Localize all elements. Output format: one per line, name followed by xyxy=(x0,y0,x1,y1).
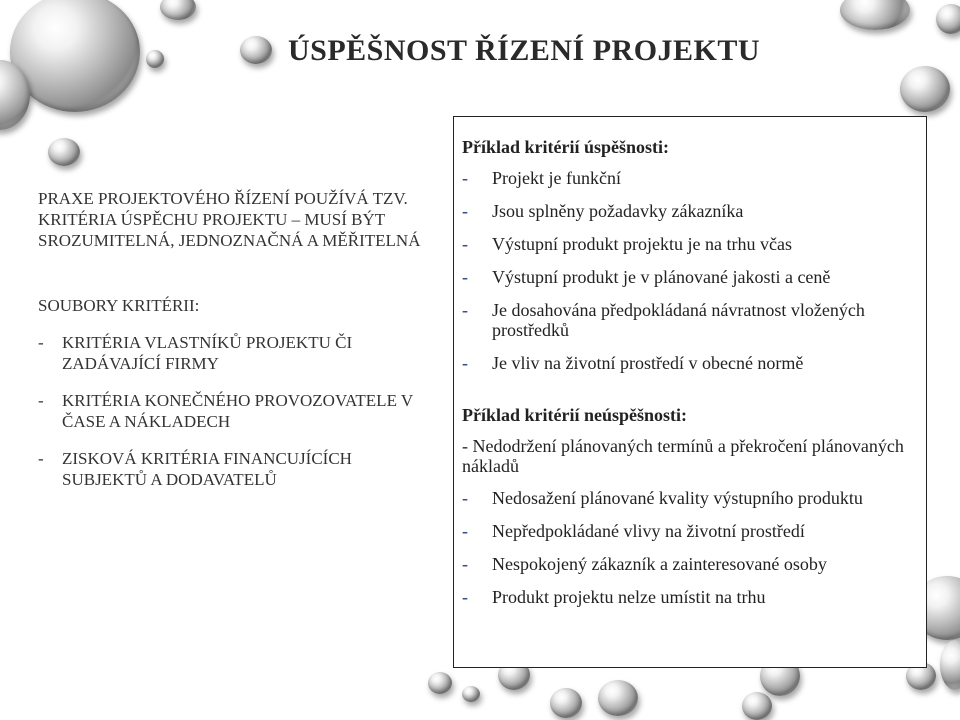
list-item xyxy=(462,587,922,607)
list-item-text: Produkt projektu nelze umístit na trhu xyxy=(492,587,766,607)
criteria-sets-label: SOUBORY KRITÉRII: xyxy=(38,296,200,315)
intro-text: PRAXE PROJEKTOVÉHO ŘÍZENÍ POUŽÍVÁ TZV. KRITÉRIA ÚSPĚCHU PROJEKTU – MUSÍ BÝT SROZUMITELNÁ, JEDNOZNAČNÁ A MĚŘITELNÁ xyxy=(38,189,421,250)
water-drop-decoration xyxy=(462,686,480,702)
list-item xyxy=(462,353,922,373)
bullet-dash: - xyxy=(462,168,468,188)
left-column xyxy=(38,188,438,506)
list-item-text: Je vliv na životní prostředí v obecné normě xyxy=(492,353,804,373)
list-item-text: Projekt je funkční xyxy=(492,168,621,188)
bullet-dash: - xyxy=(462,201,468,221)
criteria-set-item xyxy=(38,390,438,432)
failure-criteria-list xyxy=(462,488,922,607)
bullet-dash: - xyxy=(462,587,468,607)
list-item xyxy=(462,267,922,287)
slide-title: ÚSPĚŠNOST ŘÍZENÍ PROJEKTU xyxy=(288,34,761,67)
list-dash: - xyxy=(38,333,44,352)
criteria-box-content xyxy=(462,137,922,620)
water-drop-decoration xyxy=(840,0,910,30)
criteria-box xyxy=(453,116,927,668)
bullet-dash: - xyxy=(462,554,468,574)
list-item xyxy=(462,554,922,574)
success-criteria-list xyxy=(462,168,922,373)
water-drop-decoration xyxy=(598,680,638,716)
list-item xyxy=(462,521,922,541)
water-drop-decoration xyxy=(240,36,272,64)
water-drop-decoration xyxy=(48,138,80,166)
criteria-set-text: KRITÉRIA KONEČNÉHO PROVOZOVATELE V ČASE A NÁKLADECH xyxy=(62,391,413,431)
list-item-text: Jsou splněny požadavky zákazníka xyxy=(492,201,744,221)
criteria-set-text: ZISKOVÁ KRITÉRIA FINANCUJÍCÍCH SUBJEKTŮ A DODAVATELŮ xyxy=(62,449,352,489)
list-dash: - xyxy=(38,391,44,410)
water-drop-decoration xyxy=(428,672,452,694)
bullet-dash: - xyxy=(462,234,468,254)
failure-criteria-heading: Příklad kritérií neúspěšnosti: xyxy=(462,405,688,425)
water-drop-decoration xyxy=(900,66,950,112)
criteria-set-item xyxy=(38,332,438,374)
criteria-set-item xyxy=(38,448,438,490)
list-item xyxy=(462,201,922,221)
water-drop-decoration xyxy=(550,688,582,718)
list-dash: - xyxy=(38,449,44,468)
success-criteria-heading: Příklad kritérií úspěšnosti: xyxy=(462,137,670,157)
list-item-text: Nespokojený zákazník a zainteresované osoby xyxy=(492,554,827,574)
water-drop-decoration xyxy=(146,50,164,68)
list-item-text: Nepředpokládané vlivy na životní prostředí xyxy=(492,521,805,541)
bullet-dash: - xyxy=(462,488,468,508)
list-item-text: Nedosažení plánované kvality výstupního produktu xyxy=(492,488,863,508)
water-drop-decoration xyxy=(160,0,196,20)
water-drop-decoration xyxy=(742,692,772,720)
list-item xyxy=(462,300,922,340)
list-item-text: Výstupní produkt projektu je na trhu včas xyxy=(492,234,792,254)
water-drop-decoration xyxy=(936,4,960,34)
bullet-dash: - xyxy=(462,353,468,373)
bullet-dash: - xyxy=(462,521,468,541)
water-drop-decoration xyxy=(940,640,960,690)
bullet-dash: - xyxy=(462,300,468,320)
list-item xyxy=(462,488,922,508)
list-item-text: Je dosahována předpokládaná návratnost vložených prostředků xyxy=(492,300,865,340)
list-item xyxy=(462,234,922,254)
list-item-text: Výstupní produkt je v plánované jakosti a ceně xyxy=(492,267,831,287)
list-item xyxy=(462,168,922,188)
bullet-dash: - xyxy=(462,267,468,287)
criteria-set-text: KRITÉRIA VLASTNÍKŮ PROJEKTU ČI ZADÁVAJÍCÍ FIRMY xyxy=(62,333,353,373)
failure-plain-item: - Nedodržení plánovaných termínů a překročení plánovaných nákladů xyxy=(462,436,904,476)
